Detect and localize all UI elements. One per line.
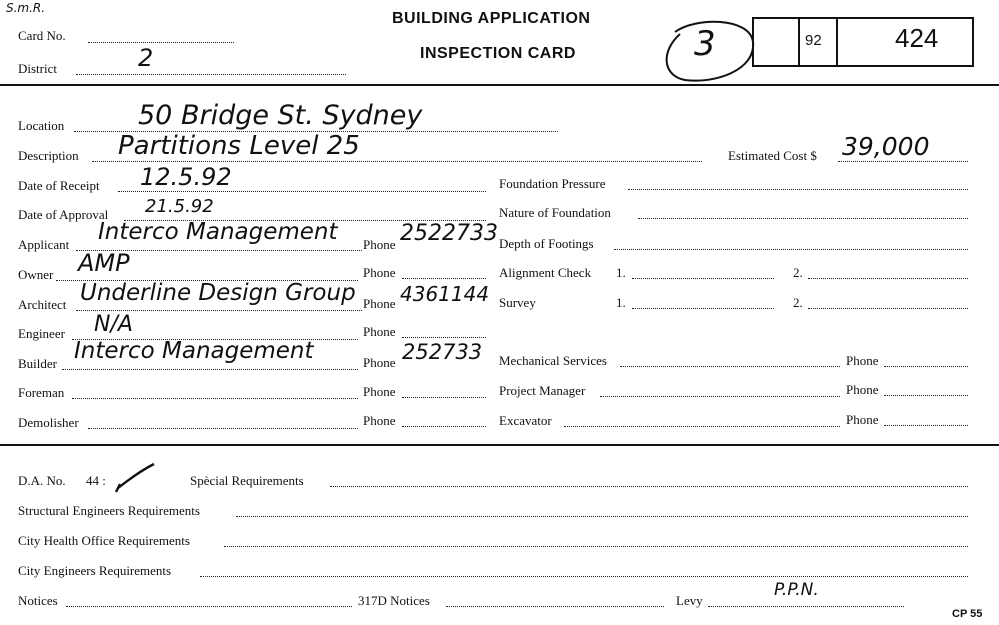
project-manager-phone-line xyxy=(884,395,968,396)
district-value: 2 xyxy=(138,44,154,72)
alignment-check-2: 2. xyxy=(793,265,803,280)
card-year: 92 xyxy=(805,32,822,49)
da-no-label: D.A. No. xyxy=(18,473,66,488)
engineer-label: Engineer xyxy=(18,326,65,341)
card-no-label: Card No. xyxy=(18,28,66,43)
excavator-phone-line xyxy=(884,425,968,426)
demolisher-phone-label: Phone xyxy=(363,413,396,428)
architect-phone-value: 4361144 xyxy=(400,282,490,306)
alignment-check-2-line xyxy=(808,278,968,279)
owner-value: AMP xyxy=(78,249,130,277)
date-of-receipt-label: Date of Receipt xyxy=(18,178,100,193)
survey-2-line xyxy=(808,308,968,309)
notices-317d-label: 317D Notices xyxy=(358,593,430,608)
structural-engineers-label: Structural Engineers Requirements xyxy=(18,503,200,518)
title-line-2: INSPECTION CARD xyxy=(420,45,576,62)
mechanical-services-line xyxy=(620,366,840,367)
engineer-phone-line xyxy=(402,337,486,338)
foreman-label: Foreman xyxy=(18,385,65,400)
levy-line xyxy=(708,606,904,607)
card-box-blank xyxy=(752,17,800,67)
estimated-cost-label: Estimated Cost $ xyxy=(728,148,817,163)
lower-divider xyxy=(0,444,999,446)
date-of-approval-value: 21.5.92 xyxy=(145,196,214,217)
estimated-cost-line xyxy=(838,161,968,162)
checkmark-icon xyxy=(112,462,158,494)
applicant-phone-label: Phone xyxy=(363,237,396,252)
mechanical-services-phone-label: Phone xyxy=(846,353,879,368)
city-engineers-line xyxy=(200,576,968,577)
description-line xyxy=(92,161,702,162)
da-no-value: 44 : xyxy=(86,473,106,488)
title-line-1: BUILDING APPLICATION xyxy=(392,10,591,27)
levy-value: P.P.N. xyxy=(774,580,819,600)
special-requirements-line xyxy=(330,486,968,487)
card-number: 424 xyxy=(895,23,939,53)
engineer-value: N/A xyxy=(94,312,133,337)
builder-phone-value: 252733 xyxy=(402,340,483,364)
demolisher-line xyxy=(88,428,358,429)
applicant-label: Applicant xyxy=(18,237,70,252)
card-no-line xyxy=(88,42,234,43)
owner-phone-label: Phone xyxy=(363,265,396,280)
project-manager-line xyxy=(600,396,840,397)
foundation-pressure-line xyxy=(628,189,968,190)
survey-1: 1. xyxy=(616,295,626,310)
city-health-label: City Health Office Requirements xyxy=(18,533,190,548)
builder-phone-label: Phone xyxy=(363,355,396,370)
foreman-line xyxy=(72,398,358,399)
project-manager-phone-label: Phone xyxy=(846,382,879,397)
builder-label: Builder xyxy=(18,356,57,371)
nature-of-foundation-line xyxy=(638,218,968,219)
notices-label: Notices xyxy=(18,593,58,608)
city-health-line xyxy=(224,546,968,547)
date-of-approval-label: Date of Approval xyxy=(18,207,109,222)
applicant-value: Interco Management xyxy=(98,219,338,245)
survey-label: Survey xyxy=(499,295,536,310)
architect-value: Underline Design Group xyxy=(80,280,356,306)
foreman-phone-line xyxy=(402,397,486,398)
owner-phone-line xyxy=(402,278,486,279)
location-label: Location xyxy=(18,118,65,133)
demolisher-label: Demolisher xyxy=(18,415,79,430)
mechanical-services-label: Mechanical Services xyxy=(499,353,607,368)
city-engineers-label: City Engineers Requirements xyxy=(18,563,172,578)
engineer-phone-label: Phone xyxy=(363,324,396,339)
owner-label: Owner xyxy=(18,267,54,282)
mechanical-services-phone-line xyxy=(884,366,968,367)
levy-label: Levy xyxy=(676,593,703,608)
depth-of-footings-line xyxy=(614,249,968,250)
demolisher-phone-line xyxy=(402,426,486,427)
excavator-label: Excavator xyxy=(499,413,552,428)
alignment-check-1: 1. xyxy=(616,265,626,280)
architect-line xyxy=(76,310,362,311)
project-manager-label: Project Manager xyxy=(499,383,586,398)
depth-of-footings-label: Depth of Footings xyxy=(499,236,594,251)
foundation-pressure-label: Foundation Pressure xyxy=(499,176,606,191)
excavator-line xyxy=(564,426,840,427)
survey-1-line xyxy=(632,308,774,309)
survey-2: 2. xyxy=(793,295,803,310)
description-label: Description xyxy=(18,148,79,163)
alignment-check-label: Alignment Check xyxy=(499,265,592,280)
date-of-receipt-value: 12.5.92 xyxy=(140,163,232,191)
initials-handwritten: S.m.R. xyxy=(6,1,46,15)
builder-line xyxy=(62,369,358,370)
nature-of-foundation-label: Nature of Foundation xyxy=(499,205,611,220)
location-value: 50 Bridge St. Sydney xyxy=(138,100,423,131)
excavator-phone-label: Phone xyxy=(846,412,879,427)
structural-engineers-line xyxy=(236,516,968,517)
date-of-receipt-line xyxy=(118,191,486,192)
district-line xyxy=(76,74,346,75)
applicant-phone-value: 2522733 xyxy=(400,221,498,246)
notices-317d-line xyxy=(446,606,664,607)
alignment-check-1-line xyxy=(632,278,774,279)
description-value: Partitions Level 25 xyxy=(118,131,360,161)
form-code: CP 55 xyxy=(952,608,983,620)
header-divider xyxy=(0,84,999,86)
builder-value: Interco Management xyxy=(74,338,314,364)
architect-phone-label: Phone xyxy=(363,296,396,311)
estimated-cost-value: 39,000 xyxy=(842,132,930,161)
special-requirements-label: Spècial Requirements xyxy=(190,473,304,488)
architect-label: Architect xyxy=(18,297,67,312)
district-label: District xyxy=(18,61,57,76)
circled-number: 3 xyxy=(694,24,716,64)
foreman-phone-label: Phone xyxy=(363,384,396,399)
notices-line xyxy=(66,606,352,607)
